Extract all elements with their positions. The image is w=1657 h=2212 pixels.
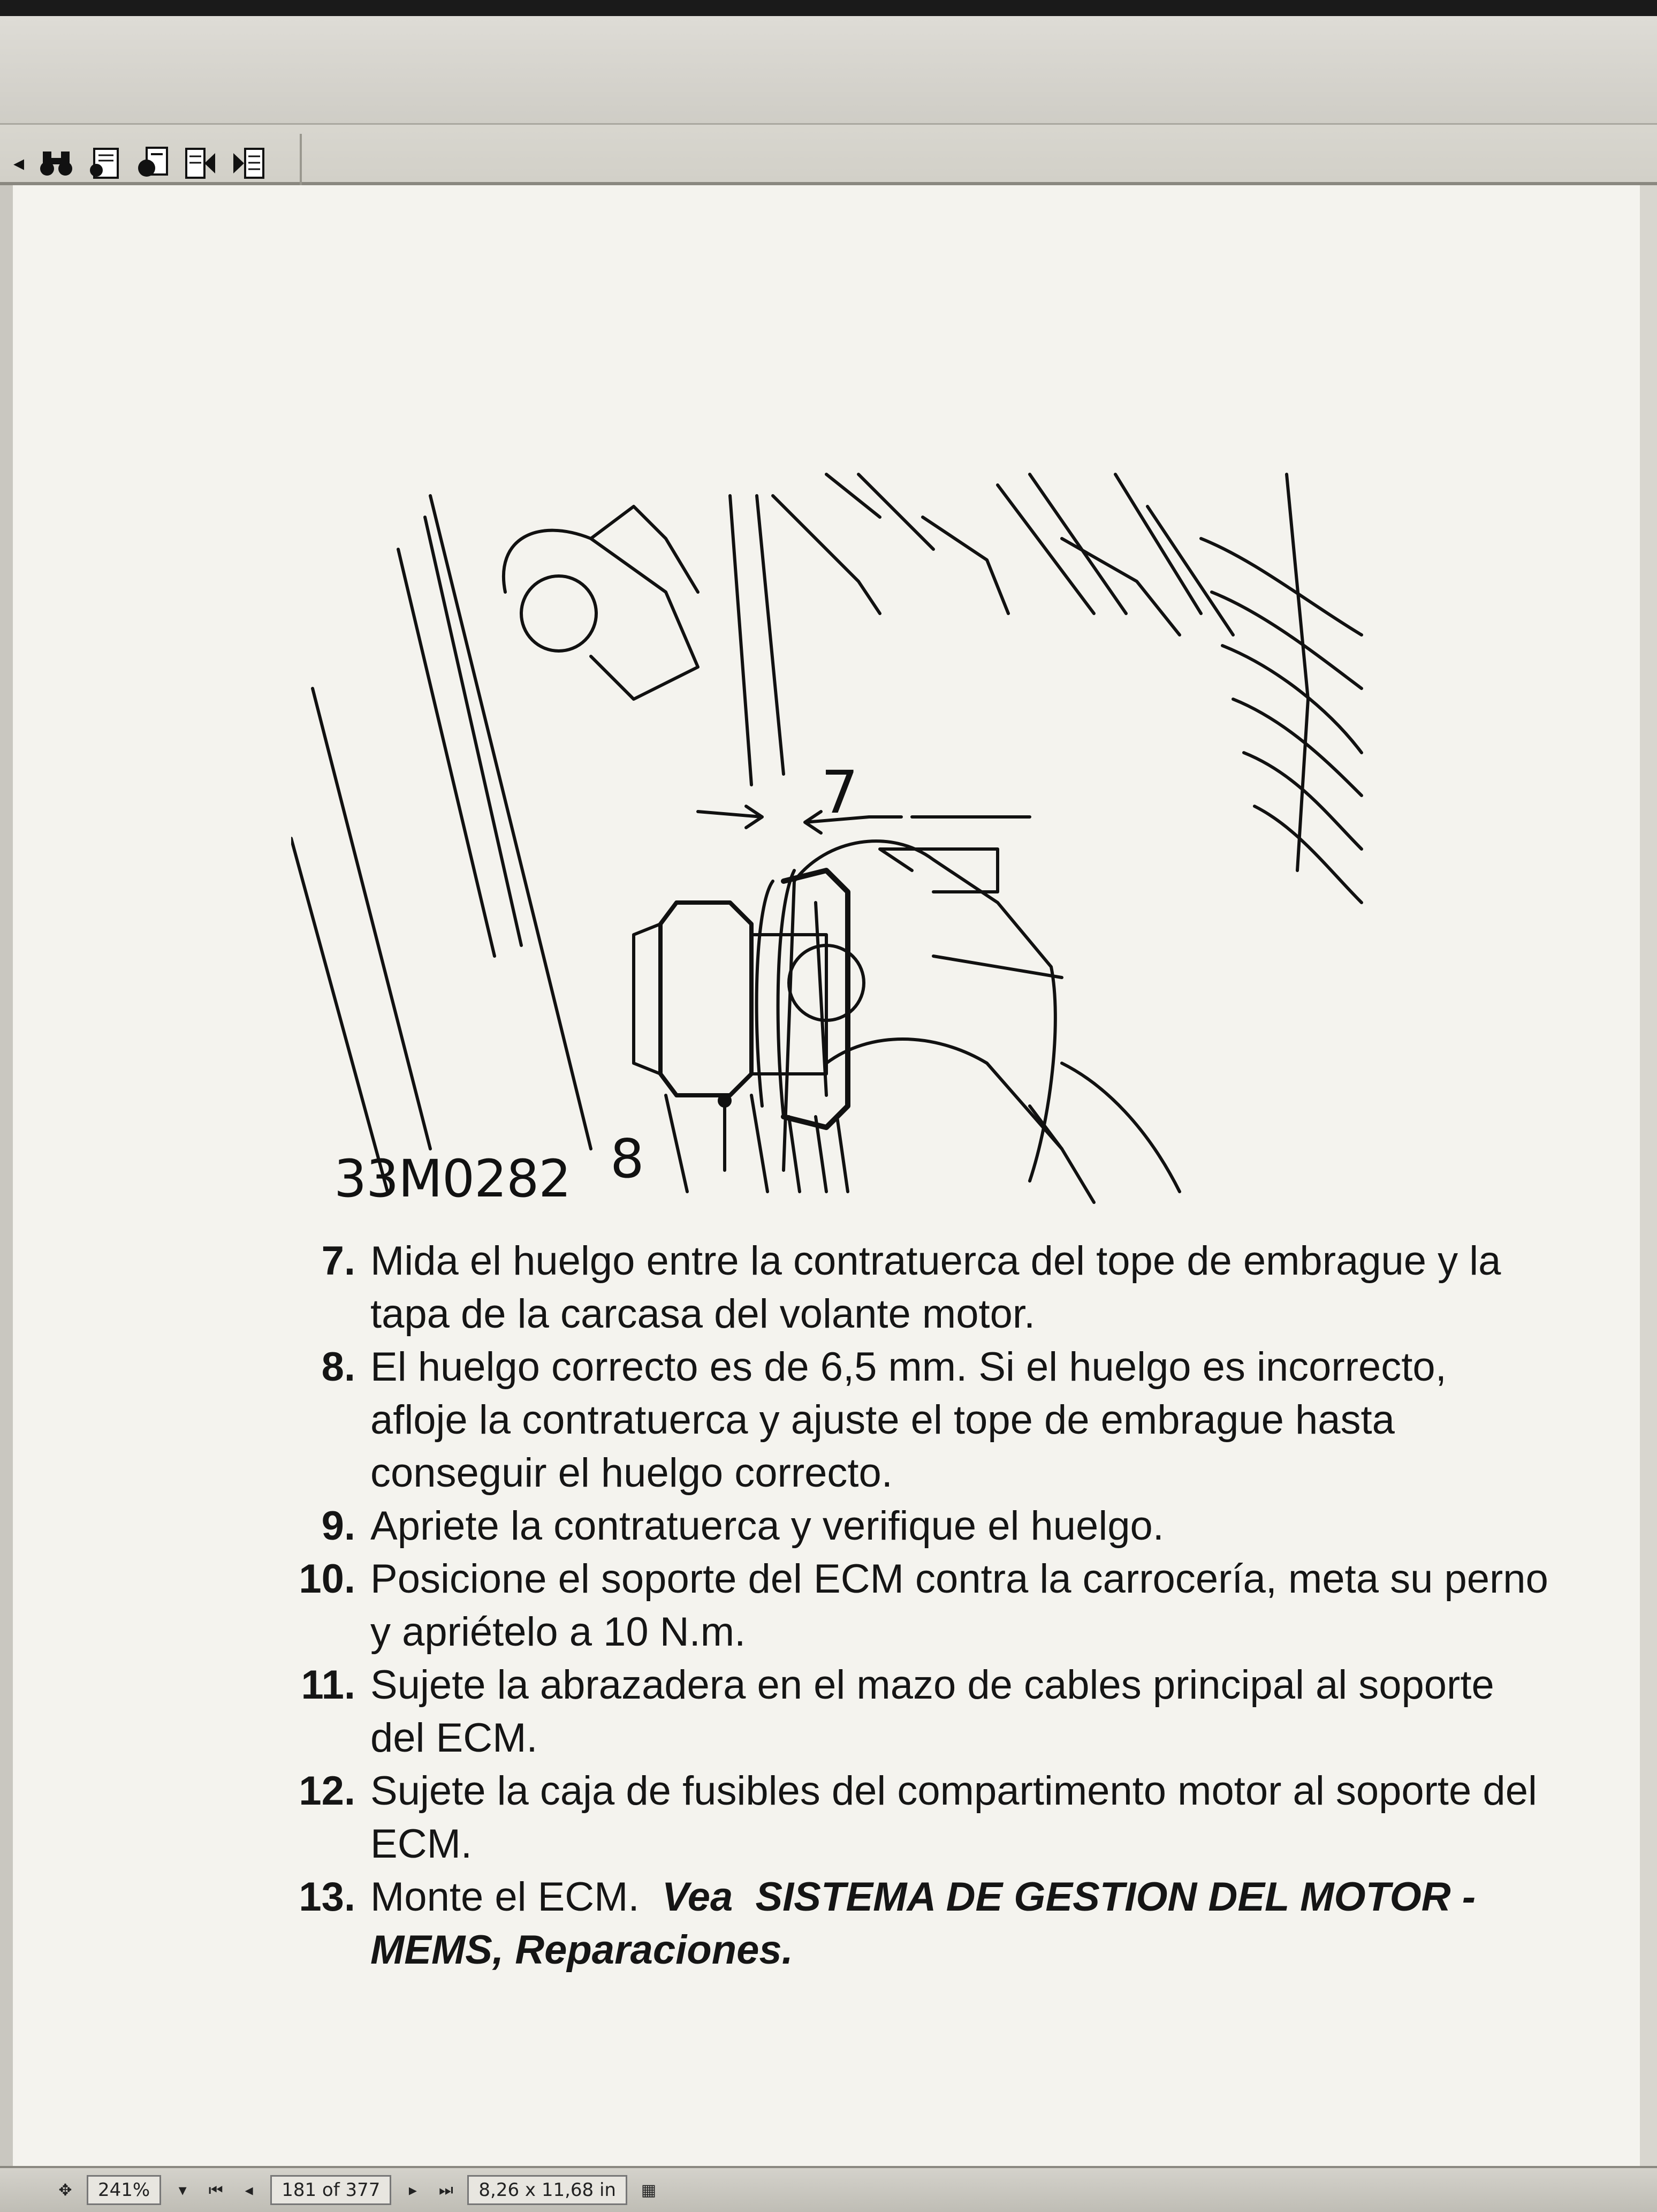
step-text-main: Monte el ECM. — [370, 1874, 640, 1920]
step-number: 10. — [299, 1556, 355, 1602]
callout-7: 7 — [821, 758, 858, 827]
step-7 — [264, 1234, 1549, 1340]
left-scroll-gutter[interactable] — [0, 185, 14, 2166]
step-text: Apriete la contratuerca y verifique el huelgo. — [370, 1503, 1164, 1549]
cross-reference-prefix: Vea — [662, 1874, 733, 1920]
previous-page-button[interactable]: ◂ — [245, 2180, 253, 2200]
binoculars-icon[interactable] — [37, 142, 75, 185]
cross-reference-link[interactable]: SISTEMA DE GESTION DEL MOTOR - MEMS, Reparaciones. — [370, 1874, 1476, 1973]
toolbar-navigation-group — [0, 134, 302, 193]
document-page — [13, 185, 1640, 2166]
step-number: 13. — [299, 1874, 355, 1920]
find-text-icon[interactable] — [86, 142, 123, 185]
status-bar — [0, 2166, 1657, 2212]
step-10 — [264, 1552, 1549, 1658]
clutch-stop-illustration — [291, 314, 1394, 1234]
toolbar-upper-row — [0, 16, 1657, 125]
zoom-dropdown-icon[interactable]: ▾ — [178, 2180, 187, 2200]
callout-8: 8 — [610, 1127, 644, 1190]
step-11 — [264, 1658, 1549, 1764]
step-number: 7. — [321, 1238, 355, 1284]
first-page-icon[interactable] — [182, 142, 219, 185]
page-layout-icon[interactable]: ▦ — [641, 2180, 657, 2200]
instruction-steps — [264, 1234, 1549, 1976]
step-text: Posicione el soporte del ECM contra la carrocería, meta su perno y apriételo a 10 N.m. — [370, 1556, 1548, 1655]
step-number: 9. — [321, 1503, 355, 1549]
step-8 — [264, 1340, 1549, 1499]
page-number-field[interactable]: 181 of 377 — [270, 2175, 391, 2205]
step-text: Mida el huelgo entre la contratuerca del tope de embrague y la tapa de la carcasa del volante motor. — [370, 1238, 1501, 1337]
step-text: Sujete la abrazadera en el mazo de cables principal al soporte del ECM. — [370, 1662, 1494, 1761]
zoom-level-field[interactable]: 241% — [87, 2175, 161, 2205]
step-number: 12. — [299, 1768, 355, 1814]
page-size-field: 8,26 x 11,68 in — [467, 2175, 627, 2205]
step-number: 8. — [321, 1344, 355, 1390]
step-13 — [264, 1870, 1549, 1976]
pan-arrows-icon[interactable]: ✥ — [58, 2180, 72, 2200]
step-number: 11. — [301, 1662, 355, 1708]
arrow-left-icon[interactable]: ◂ — [13, 151, 25, 176]
step-text: El huelgo correcto es de 6,5 mm. Si el huelgo es incorrecto, afloje la contratuerca y ajuste el tope de embrague hasta conseguir el huelgo correcto. — [370, 1344, 1447, 1496]
step-9 — [264, 1499, 1549, 1552]
next-page-button[interactable]: ▸ — [408, 2180, 417, 2200]
screen-bezel — [0, 0, 1657, 16]
figure-reference-number: 33M0282 — [334, 1149, 571, 1209]
first-page-button[interactable]: ⏮ — [208, 2180, 223, 2200]
step-text — [370, 1870, 1549, 1976]
step-12 — [264, 1764, 1549, 1870]
zoom-page-icon[interactable] — [134, 142, 171, 185]
next-page-icon[interactable] — [230, 142, 268, 185]
last-page-button[interactable]: ⏭ — [438, 2180, 453, 2200]
toolbar — [0, 16, 1657, 185]
step-text: Sujete la caja de fusibles del compartimento motor al soporte del ECM. — [370, 1768, 1537, 1867]
